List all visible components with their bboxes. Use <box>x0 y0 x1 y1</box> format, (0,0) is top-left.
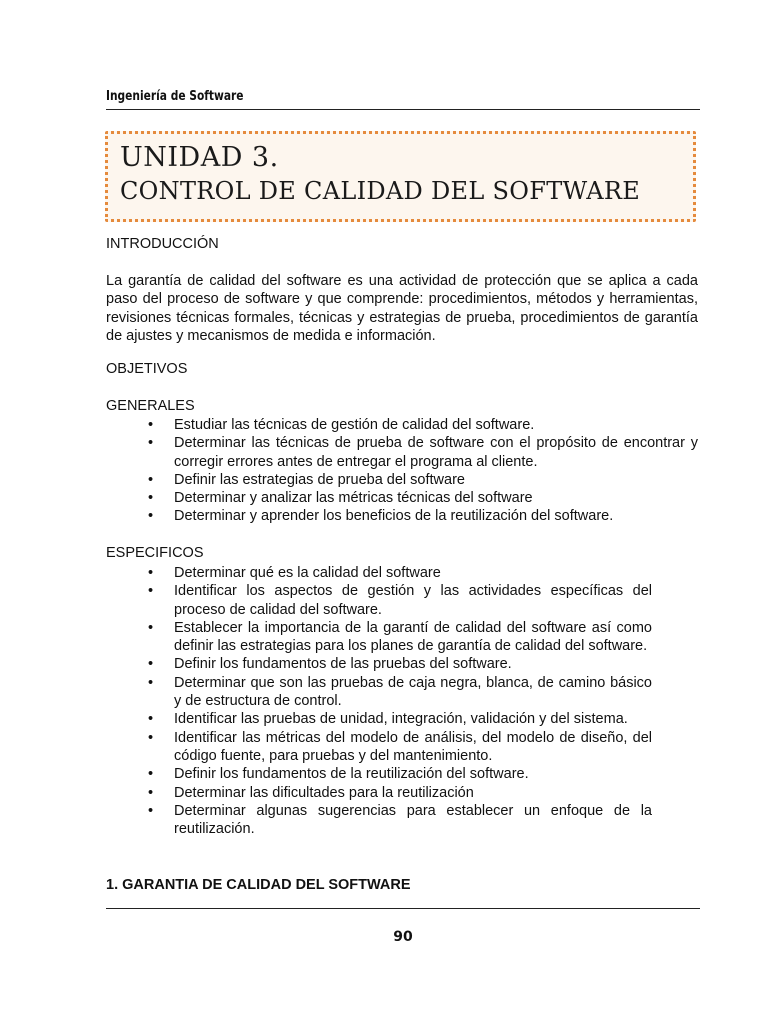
specific-objectives-list <box>148 564 652 838</box>
page-number: 90 <box>393 929 413 945</box>
unit-number: UNIDAD 3. <box>120 142 279 173</box>
list-item: • Definir los fundamentos de la reutilización del software. <box>148 765 652 783</box>
general-objectives-list <box>148 416 698 526</box>
objectives-heading: OBJETIVOS <box>106 361 188 377</box>
list-item: • Determinar y analizar las métricas técnicas del software <box>148 489 698 507</box>
footer-divider <box>106 908 700 909</box>
list-item: • Definir las estrategias de prueba del software <box>148 471 698 489</box>
list-item: • Identificar las métricas del modelo de análisis, del modelo de diseño, del código fuente, para pruebas y del mantenimiento. <box>148 729 652 766</box>
list-item: • Determinar las dificultades para la reutilización <box>148 784 652 802</box>
intro-heading: INTRODUCCIÓN <box>106 236 219 252</box>
header-divider <box>106 109 700 110</box>
unit-title-box <box>105 131 696 222</box>
list-item: • Determinar qué es la calidad del software <box>148 564 652 582</box>
specific-objectives-heading: ESPECIFICOS <box>106 545 204 561</box>
running-header-title: Ingeniería de Software <box>106 89 244 104</box>
list-item: • Determinar que son las pruebas de caja negra, blanca, de camino básico y de estructura de control. <box>148 674 652 711</box>
section-heading: 1. GARANTIA DE CALIDAD DEL SOFTWARE <box>106 877 411 893</box>
list-item: • Definir los fundamentos de las pruebas del software. <box>148 655 652 673</box>
list-item: • Identificar los aspectos de gestión y las actividades específicas del proceso de calidad del software. <box>148 582 652 619</box>
list-item: • Determinar las técnicas de prueba de software con el propósito de encontrar y corregir errores antes de entregar el programa al cliente. <box>148 434 698 471</box>
intro-paragraph: La garantía de calidad del software es una actividad de protección que se aplica a cada paso del proceso de software y que comprende: procedimientos, métodos y herramientas, revisiones técnicas formales, técnicas y estrategias de prueba, procedimientos de garantía de ajustes y mecanismos de medida e información. <box>106 273 698 344</box>
list-item: • Determinar algunas sugerencias para establecer un enfoque de la reutilización. <box>148 802 652 839</box>
unit-title: CONTROL DE CALIDAD DEL SOFTWARE <box>120 177 641 205</box>
list-item: • Estudiar las técnicas de gestión de calidad del software. <box>148 416 698 434</box>
list-item: • Identificar las pruebas de unidad, integración, validación y del sistema. <box>148 710 652 728</box>
list-item: • Establecer la importancia de la garantí de calidad del software así como definir las estrategias para los planes de garantía de calidad del software. <box>148 619 652 656</box>
general-objectives-heading: GENERALES <box>106 398 195 414</box>
list-item: • Determinar y aprender los beneficios de la reutilización del software. <box>148 507 698 525</box>
